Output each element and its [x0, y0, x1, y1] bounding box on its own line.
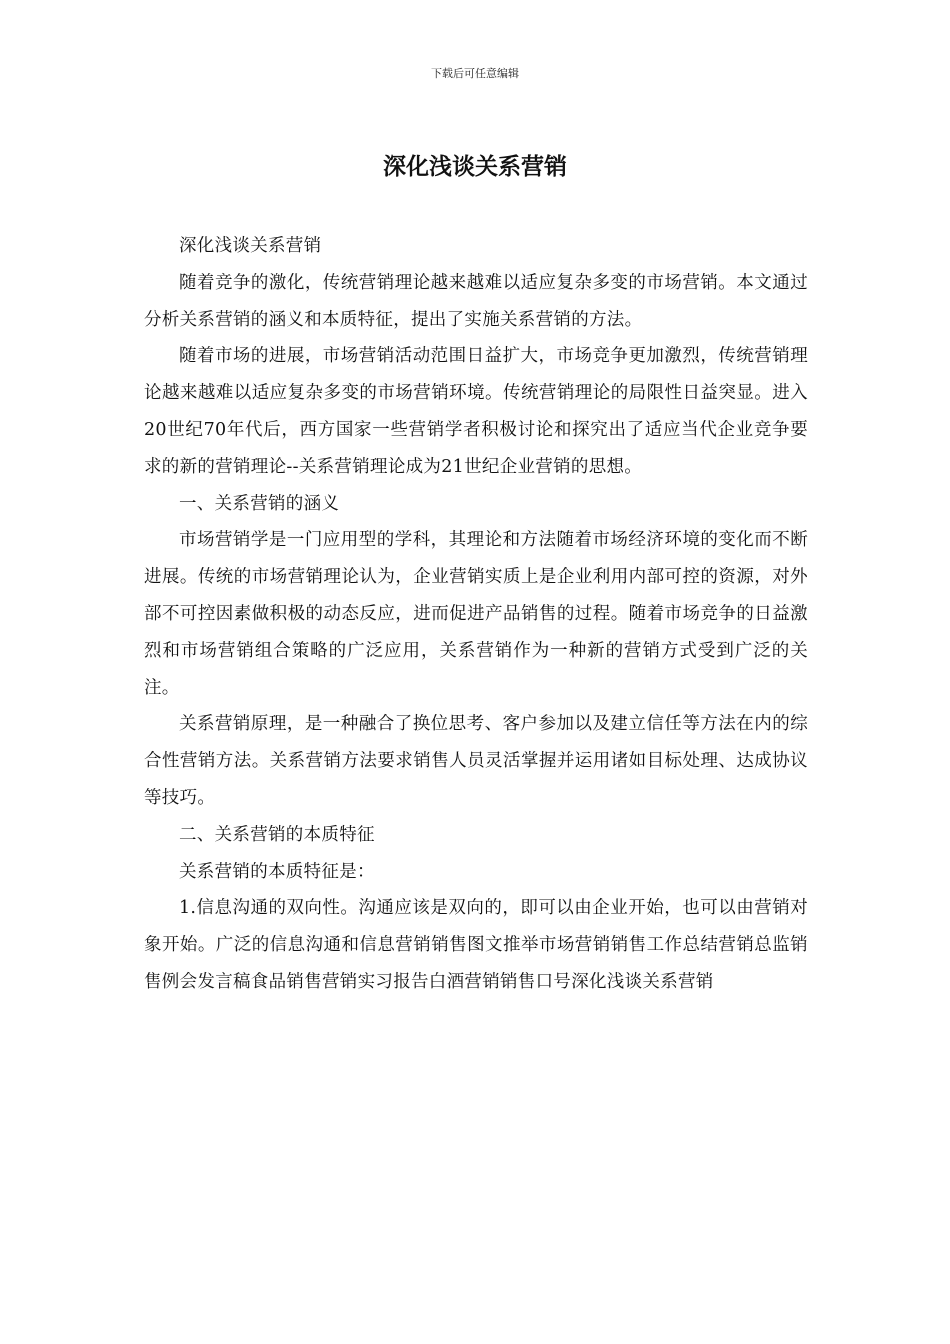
paragraph-principle: 关系营销原理，是一种融合了换位思考、客户参加以及建立信任等方法在内的综合性营销方法。关系营销方法要求销售人员灵活掌握并运用诸如目标处理、达成协议等技巧。	[144, 714, 808, 808]
paragraph-intro: 随着市场的进展，市场营销活动范围日益扩大，市场竞争更加激烈，传统营销理论越来越难以适应复杂多变的市场营销环境。传统营销理论的局限性日益突显。进入20世纪70年代后，西方国家一些营销学者积极讨论和探究出了适应当代企业竞争要求的新的营销理论--关系营销理论成为21世纪企业营销的思想。	[144, 346, 808, 477]
section-heading-2: 二、关系营销的本质特征	[179, 824, 375, 845]
paragraph-section-1: 市场营销学是一门应用型的学科，其理论和方法随着市场经济环境的变化而不断进展。传统的市场营销理论认为，企业营销实质上是企业利用内部可控的资源，对外部不可控因素做积极的动态反应，进而促进产品销售的过程。随着市场竞争的日益激烈和市场营销组合策略的广泛应用，关系营销作为一种新的营销方式受到广泛的关注。	[144, 530, 808, 698]
paragraph-abstract: 随着竞争的激化，传统营销理论越来越难以适应复杂多变的市场营销。本文通过分析关系营销的涵义和本质特征，提出了实施关系营销的方法。	[144, 272, 808, 330]
header-note: 下载后可任意编辑	[431, 67, 519, 80]
section-heading-1: 一、关系营销的涵义	[179, 493, 340, 514]
document-title: 深化浅谈关系营销	[383, 154, 567, 180]
document-body	[144, 228, 808, 1001]
paragraph-features-intro: 关系营销的本质特征是：	[179, 861, 375, 882]
paragraph-feature-1: 1.信息沟通的双向性。沟通应该是双向的，即可以由企业开始，也可以由营销对象开始。广泛的信息沟通和信息营销销售图文推举市场营销销售工作总结营销总监销售例会发言稿食品销售营销实习报告白酒营销销售口号深化浅谈关系营销	[144, 898, 808, 992]
paragraph-subtitle: 深化浅谈关系营销	[179, 236, 322, 256]
